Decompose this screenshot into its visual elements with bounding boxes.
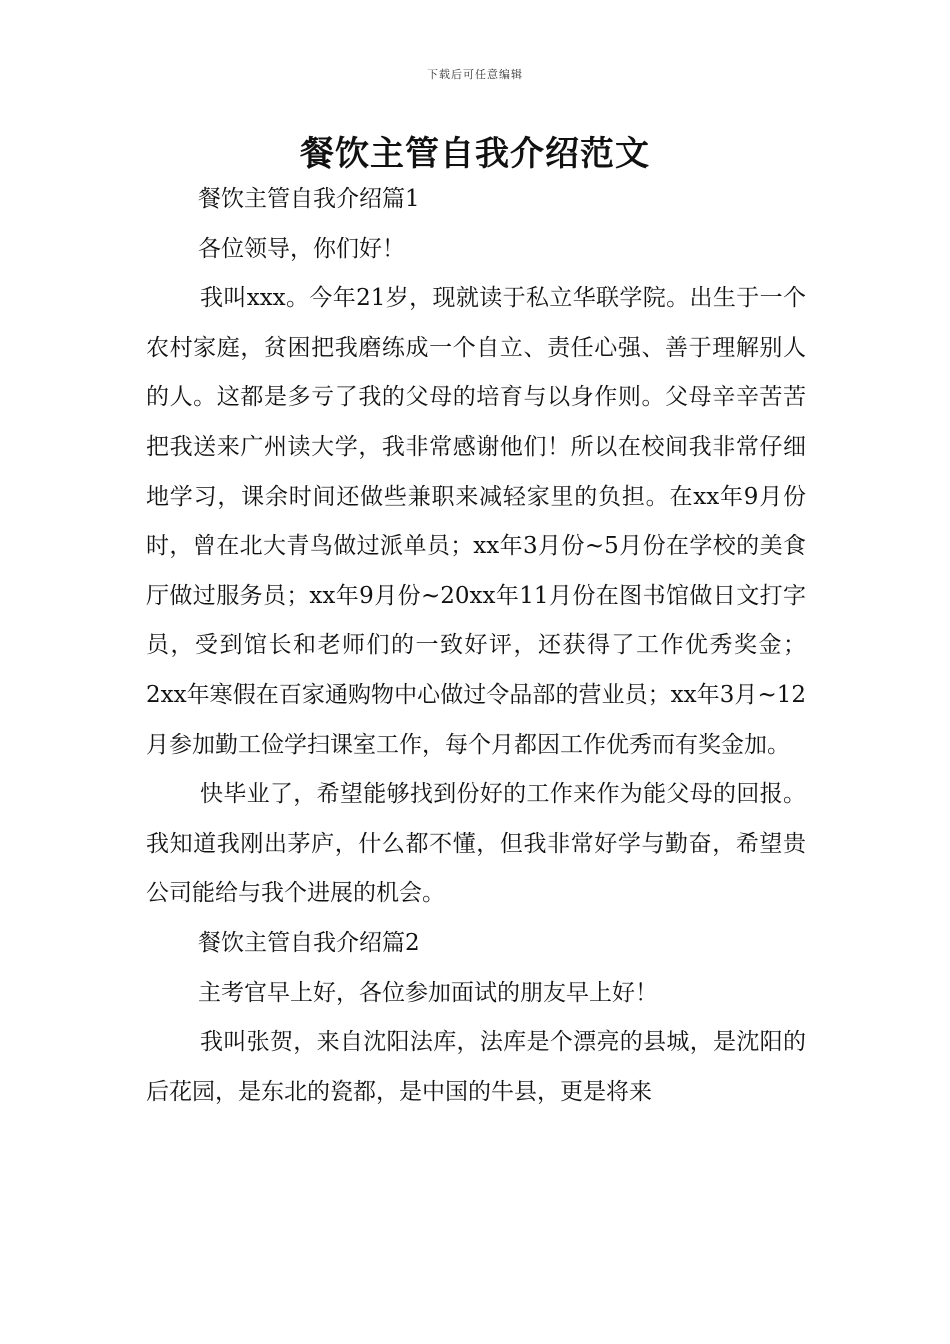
greeting-paragraph-2: 主考官早上好，各位参加面试的朋友早上好！ xyxy=(198,979,658,1006)
header-note: 下载后可任意编辑 xyxy=(427,68,523,81)
body-paragraph-2: 快毕业了，希望能够找到份好的工作来作为能父母的回报。我知道我刚出茅庐，什么都不懂，但我非常好学与勤奋，希望贵公司能给与我个进展的机会。 xyxy=(146,781,806,907)
section-heading-2: 餐饮主管自我介绍篇2 xyxy=(198,929,420,956)
greeting-paragraph-1: 各位领导，你们好！ xyxy=(198,235,405,262)
body-paragraph-1: 我叫xxx。今年21岁，现就读于私立华联学院。出生于一个农村家庭，贫困把我磨练成一个自立、责任心强、善于理解别人的人。这都是多亏了我的父母的培育与以身作则。父母辛辛苦苦把我送来广州读大学，我非常感谢他们！所以在校间我非常仔细地学习，课余时间还做些兼职来减轻家里的负担。在xx年9月份时，曾在北大青鸟做过派单员；xx年3月份~5月份在学校的美食厅做过服务员；xx年9月份~20xx年11月份在图书馆做日文打字员，受到馆长和老师们的一致好评，还获得了工作优秀奖金；2xx年寒假在百家通购物中心做过令品部的营业员；xx年3月~12月参加勤工俭学扫课室工作，每个月都因工作优秀而有奖金加。 xyxy=(146,285,806,758)
body-paragraph-3: 我叫张贺，来自沈阳法库，法库是个漂亮的县城，是沈阳的后花园，是东北的瓷都，是中国的牛县，更是将来 xyxy=(146,1029,806,1105)
document-title: 餐饮主管自我介绍范文 xyxy=(300,134,650,174)
section-heading-1: 餐饮主管自我介绍篇1 xyxy=(198,186,420,212)
document-body xyxy=(146,175,806,1117)
